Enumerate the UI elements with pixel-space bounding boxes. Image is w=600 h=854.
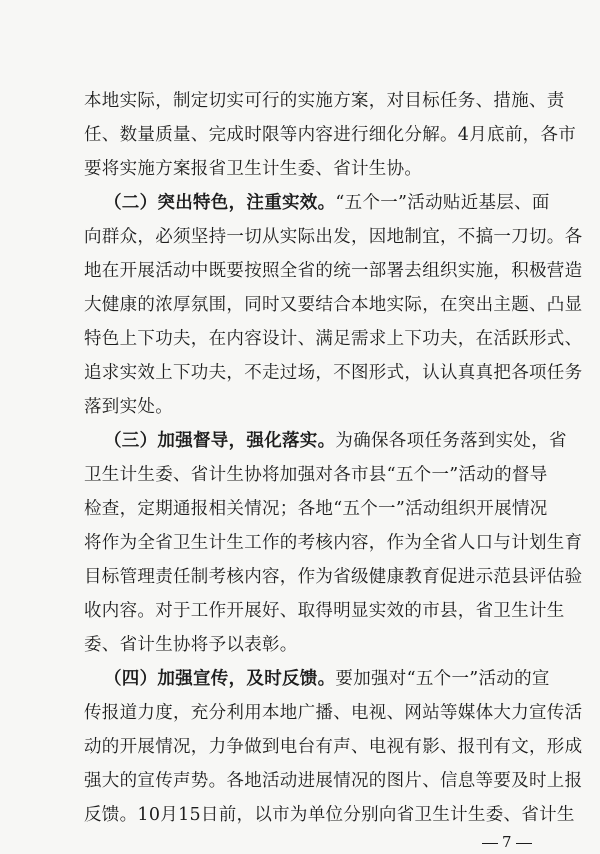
text-line: 委、省计生协将予以表彰。 — [84, 635, 298, 655]
section-two-first-line — [104, 188, 550, 218]
text-line: 本地实际，制定切实可行的实施方案，对目标任务、措施、责 — [84, 91, 565, 111]
text-line: 强大的宣传声势。各地活动进展情况的图片、信息等要及时上报 — [84, 771, 583, 791]
text-line: 反馈。10月15日前，以市为单位分别向省卫生计生委、省计生 — [84, 805, 575, 825]
text-line: 向群众，必须坚持一切从实际出发，因地制宜，不搞一刀切。各 — [84, 227, 583, 247]
text-line: 大健康的浓厚氛围，同时又要结合本地实际，在突出主题、凸显 — [84, 295, 583, 315]
text-line: 任、数量质量、完成时限等内容进行细化分解。4月底前，各市 — [84, 125, 577, 145]
text-line: 检查，定期通报相关情况；各地“五个一”活动组织开展情况 — [84, 499, 548, 519]
text-line: 追求实效上下功夫，不走过场，不图形式，认认真真把各项任务 — [84, 363, 583, 383]
text-line: 落到实处。 — [84, 397, 173, 417]
section-four-first-line — [104, 664, 550, 694]
section-two-text: “五个一”活动贴近基层、面 — [335, 193, 550, 213]
dash-right — [516, 843, 532, 844]
text-line: 将作为全省卫生计生工作的考核内容，作为全省人口与计划生育 — [84, 533, 583, 553]
section-three-heading: （三）加强督导，强化落实。 — [104, 431, 336, 451]
page-number: 7 — [502, 833, 512, 851]
text-line: 卫生计生委、省计生协将加强对各市县“五个一”活动的督导 — [84, 465, 548, 485]
section-four-text: 要加强对“五个一”活动的宣 — [335, 669, 550, 689]
text-line: 目标管理责任制考核内容，作为省级健康教育促进示范县评估验 — [84, 567, 583, 587]
text-line: 收内容。对于工作开展好、取得明显实效的市县，省卫生计生 — [84, 601, 565, 621]
text-line: 地在开展活动中既要按照全省的统一部署去组织实施，积极营造 — [84, 261, 583, 281]
section-four-heading: （四）加强宣传，及时反馈。 — [104, 669, 336, 689]
text-line: 传报道力度，充分利用本地广播、电视、网站等媒体大力宣传活 — [84, 703, 583, 723]
section-two-heading: （二）突出特色，注重实效。 — [104, 193, 336, 213]
text-line: 特色上下功夫，在内容设计、满足需求上下功夫，在活跃形式、 — [84, 329, 583, 349]
text-line: 要将实施方案报省卫生计生委、省计生协。 — [84, 159, 423, 179]
dash-left — [482, 843, 498, 844]
section-three-first-line — [104, 426, 567, 456]
section-three-text: 为确保各项任务落到实处，省 — [335, 431, 567, 451]
text-line: 动的开展情况，力争做到电台有声、电视有影、报刊有文，形成 — [84, 737, 583, 757]
page-number-footer — [478, 832, 536, 852]
